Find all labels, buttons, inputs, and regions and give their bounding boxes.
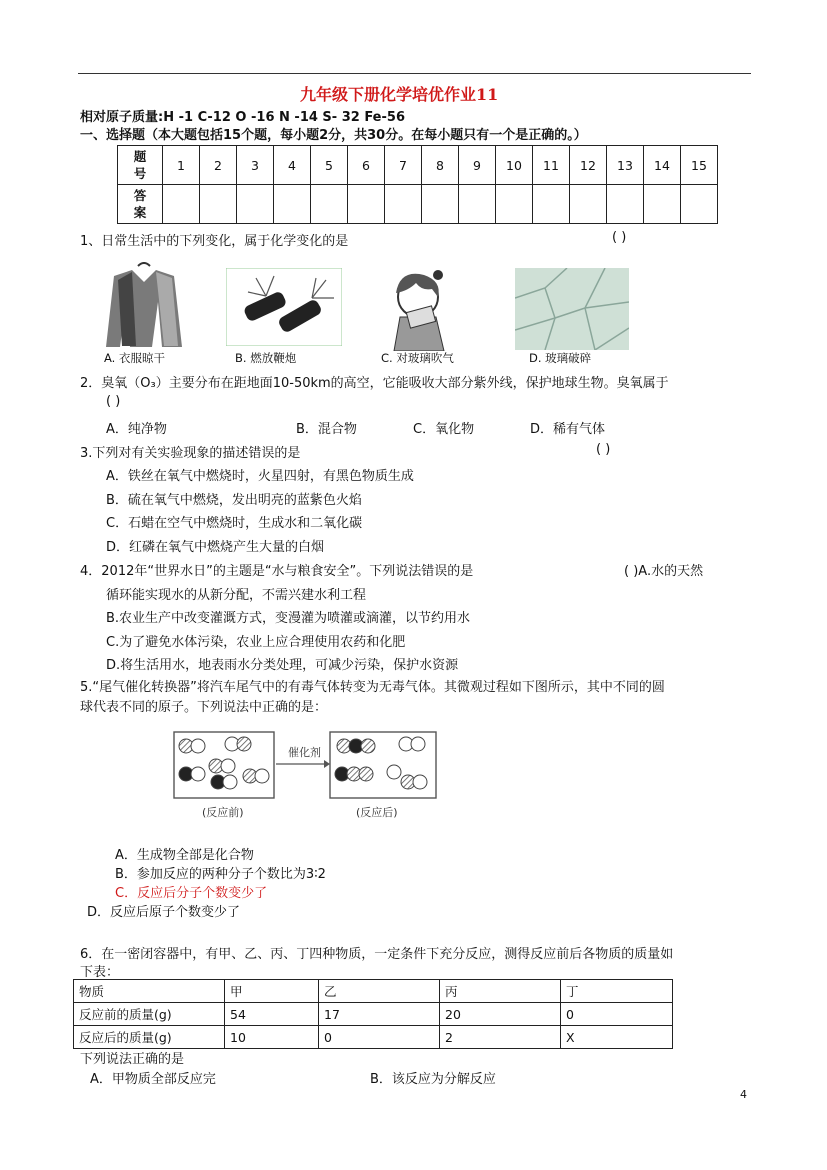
q1-stem: 1、日常生活中的下列变化，属于化学变化的是	[80, 234, 349, 249]
table-cell: 3	[237, 146, 274, 185]
q1-option-b: B. 燃放鞭炮	[235, 351, 297, 365]
q2-option-d: D．稀有气体	[530, 422, 606, 437]
answer-cell[interactable]	[348, 185, 385, 224]
q3-paren: ( )	[596, 442, 611, 457]
table-cell: 7	[385, 146, 422, 185]
q6-stem-line1: 6．在一密闭容器中，有甲、乙、丙、丁四种物质，一定条件下充分反应，测得反应前后各物质的质量如	[80, 947, 674, 962]
table-row	[74, 1003, 673, 1026]
q5-option-c: C．反应后分子个数变少了	[115, 886, 268, 901]
table-cell: 2	[200, 146, 237, 185]
reaction-diagram	[172, 724, 444, 828]
q4-option-b: B.农业生产中改变灌溉方式，变漫灌为喷灌或滴灌，以节约用水	[106, 611, 471, 626]
q3-option-d: D．红磷在氧气中燃烧产生大量的白烟	[106, 540, 325, 555]
q3-option-b: B．硫在氧气中燃烧，发出明亮的蓝紫色火焰	[106, 493, 362, 508]
answer-cell[interactable]	[422, 185, 459, 224]
after-label: (反应后)	[356, 806, 398, 819]
section-heading: 一、选择题（本大题包括15个题，每小题2分，共30分。在每小题只有一个是正确的。）	[80, 128, 587, 143]
table-cell: 反应后的质量(g)	[74, 1026, 225, 1049]
clothes-drying-image	[104, 262, 190, 350]
firecrackers-image	[226, 268, 342, 346]
q4-stem: 4．2012年“世界水日”的主题是“水与粮食安全”。下列说法错误的是	[80, 564, 474, 579]
header-rule	[78, 73, 751, 74]
row-head-answer: 答 案	[118, 185, 163, 224]
table-cell: 乙	[319, 980, 440, 1003]
answer-cell[interactable]	[274, 185, 311, 224]
answer-cell[interactable]	[607, 185, 644, 224]
table-cell: 4	[274, 146, 311, 185]
q6-option-b: B．该反应为分解反应	[370, 1072, 496, 1087]
q5-stem-line2: 球代表不同的原子。下列说法中正确的是：	[80, 700, 328, 715]
q6-stem-line2: 下表：	[80, 965, 120, 980]
table-cell: 2	[440, 1026, 561, 1049]
q2-option-b: B．混合物	[296, 422, 357, 437]
page-title: 九年级下册化学培优作业11	[300, 85, 499, 104]
q6-option-a: A．甲物质全部反应完	[90, 1072, 216, 1087]
q5-option-d: D．反应后原子个数变少了	[87, 905, 241, 920]
q1-option-a: A. 衣服晾干	[104, 351, 165, 365]
table-cell: 17	[319, 1003, 440, 1026]
answer-cell[interactable]	[533, 185, 570, 224]
q1-option-d: D. 玻璃破碎	[529, 351, 592, 365]
table-cell: 反应前的质量(g)	[74, 1003, 225, 1026]
girl-blowing-glass-image	[378, 265, 464, 351]
q5-stem-line1: 5.“尾气催化转换器”将汽车尾气中的有毒气体转变为无毒气体。其微观过程如下图所示，其中不同的圆	[80, 680, 665, 695]
arrow-label: 催化剂	[288, 746, 321, 759]
answer-cell[interactable]	[459, 185, 496, 224]
table-cell: 丁	[561, 980, 673, 1003]
answer-cell[interactable]	[496, 185, 533, 224]
table-cell: 甲	[225, 980, 319, 1003]
table-cell: 20	[440, 1003, 561, 1026]
q2-option-a: A．纯净物	[106, 422, 167, 437]
q3-stem: 3.下列对有关实验现象的描述错误的是	[80, 446, 301, 461]
table-cell: 9	[459, 146, 496, 185]
q6-after: 下列说法正确的是	[80, 1052, 185, 1067]
answer-cell[interactable]	[681, 185, 718, 224]
table-cell: 54	[225, 1003, 319, 1026]
q4-paren: ( )A.水的天然	[624, 564, 704, 579]
q2-option-c: C．氧化物	[413, 422, 475, 437]
table-cell: 8	[422, 146, 459, 185]
table-cell: 物质	[74, 980, 225, 1003]
answer-cell[interactable]	[570, 185, 607, 224]
table-cell: 1	[163, 146, 200, 185]
broken-glass-image	[515, 268, 629, 350]
mass-table	[73, 979, 673, 1049]
answer-cell[interactable]	[163, 185, 200, 224]
answer-cell[interactable]	[644, 185, 681, 224]
table-cell: 10	[225, 1026, 319, 1049]
table-cell: 0	[319, 1026, 440, 1049]
table-cell: 14	[644, 146, 681, 185]
answer-table-number-row	[118, 146, 718, 185]
q2-paren: ( )	[106, 394, 121, 409]
mass-table-header	[74, 980, 673, 1003]
q4-option-d: D.将生活用水，地表雨水分类处理，可减少污染，保护水资源	[106, 658, 459, 673]
q1-option-c: C. 对玻璃吹气	[381, 351, 454, 365]
q3-option-a: A．铁丝在氧气中燃烧时，火星四射，有黑色物质生成	[106, 469, 414, 484]
answer-cell[interactable]	[385, 185, 422, 224]
q4-line2: 循环能实现水的从新分配，不需兴建水利工程	[106, 588, 367, 603]
table-cell: 0	[561, 1003, 673, 1026]
answer-cell[interactable]	[200, 185, 237, 224]
table-cell: 15	[681, 146, 718, 185]
table-cell: 5	[311, 146, 348, 185]
before-label: (反应前)	[202, 806, 244, 819]
answer-cell[interactable]	[237, 185, 274, 224]
page-number: 4	[740, 1088, 747, 1101]
table-cell: 丙	[440, 980, 561, 1003]
q5-option-a: A．生成物全部是化合物	[115, 848, 254, 863]
answer-table-answer-row	[118, 185, 718, 224]
table-cell: 12	[570, 146, 607, 185]
table-cell: 6	[348, 146, 385, 185]
table-row	[74, 1026, 673, 1049]
table-cell: X	[561, 1026, 673, 1049]
q1-paren: ( )	[612, 230, 627, 245]
answer-cell[interactable]	[311, 185, 348, 224]
row-head-number: 题 号	[118, 146, 163, 185]
q3-option-c: C．石蜡在空气中燃烧时，生成水和二氧化碳	[106, 516, 363, 531]
table-cell: 10	[496, 146, 533, 185]
table-cell: 13	[607, 146, 644, 185]
q4-option-c: C.为了避免水体污染，农业上应合理使用农药和化肥	[106, 635, 406, 650]
q5-option-b: B．参加反应的两种分子个数比为3∶2	[115, 867, 326, 882]
atomic-mass-line: 相对原子质量:H -1 C-12 O -16 N -14 S- 32 Fe-56	[80, 110, 405, 125]
answer-table	[117, 145, 718, 224]
q2-stem: 2．臭氧（O₃）主要分布在距地面10-50km的高空，它能吸收大部分紫外线，保护地球生物。臭氧属于	[80, 376, 669, 391]
table-cell: 11	[533, 146, 570, 185]
